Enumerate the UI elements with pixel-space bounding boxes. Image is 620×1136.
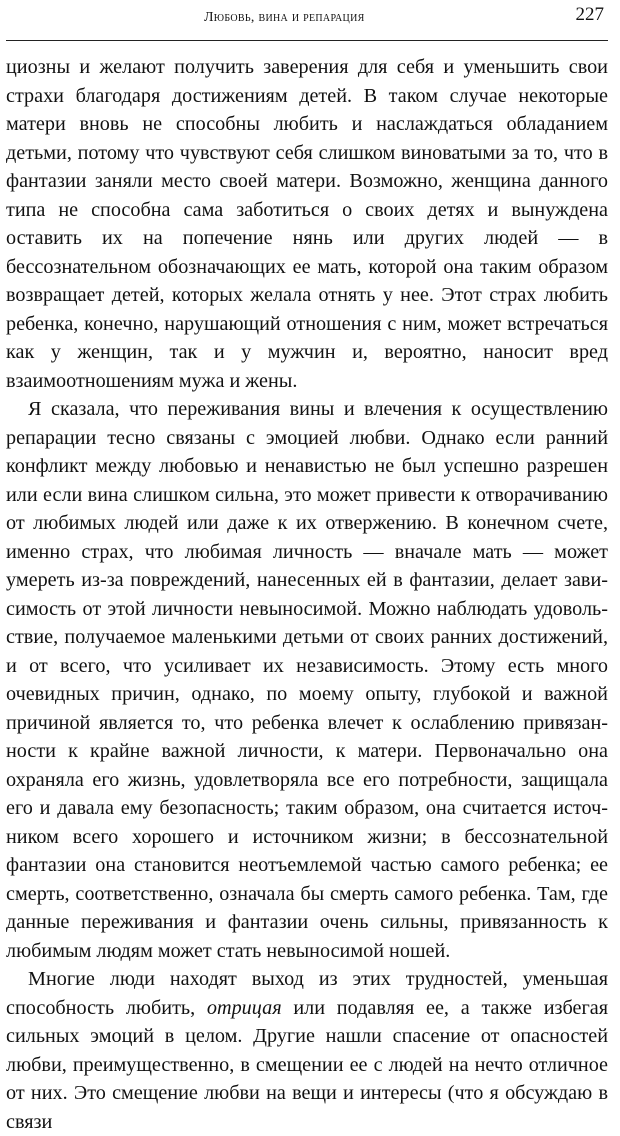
paragraph-reparation: Я сказала, что переживания вины и влечения к осуществлению репарации тесно связаны с эмоцией любви. Однако если ранний конфликт между любовью и ненавистью не был успешно разрешен или если вина слишком сильна, это может привести к отворачиванию от любимых людей или даже к их отвержению. В конечном счете, именно страх, что любимая личность — вначале мать — может умереть из-за повреждений, нанесенных ей в фантазии, делает зависимость от этой личности невыносимой. Можно наблюдать удовольствие, получаемое маленькими детьми от своих ранних достижений, и от всего, что усиливает их независимость. Этому есть много очевидных причин, однако, по моему опыту, глубокой и важной причиной является то, что ребенка влечет к ослаблению привязанности к крайне важной личности, к матери. Первоначально она охраняла его жизнь, удовлетворяла все его потребности, защищала его и давала ему безопасность; таким образом, она считается источником всего хорошего и источником жизни; в бессознательной фантазии она становится неотъемлемой частью самого ребенка; ее смерть, соответственно, означала бы смерть самого ребенка. Там, где данные переживания и фантазии очень сильны, привязанность к любимым людям может стать невыносимой ношей.: [6, 398, 608, 962]
running-header: [6, 0, 608, 41]
paragraph-text-end: или подавляя ее, а также избегая сильных эмоций в целом. Другие нашли спасение от опасностей любви, преимущественно, в смещении ее с людей на нечто отличное от них. Это смещение любви на вещи и интересы (что я обсуждаю в связи: [6, 996, 608, 1133]
paragraph-escape: [6, 965, 608, 1136]
emphasized-word: отрицая: [206, 996, 282, 1019]
page-number: 227: [575, 4, 604, 25]
paragraph-text-start: Многие люди находят выход из этих трудностей, уменьшая способность любить,: [6, 968, 608, 1019]
running-title: Любовь, вина и репарация: [204, 10, 365, 25]
paragraph-continued: циозны и желают получить заверения для себя и уменьшить свои страхи благодаря достижениям детей. В таком случае некоторые матери вновь не способны любить и наслаждаться обладанием детьми, потому что чувствуют себя слишком виноватыми за то, что в фантазии заняли место своей матери. Возможно, женщина данного типа не способна сама заботиться о своих детях и вынуждена оставить их на попечение нянь или других людей — в бессознательном обозначающих ее мать, которой она таким образом возвращает детей, которых желала отнять у нее. Этот страх любить ребенка, конечно, нарушающий отношения с ним, может встречаться как у женщин, так и у мужчин и, вероятно, наносит вред взаимоотношениям мужа и жены.: [6, 56, 608, 392]
